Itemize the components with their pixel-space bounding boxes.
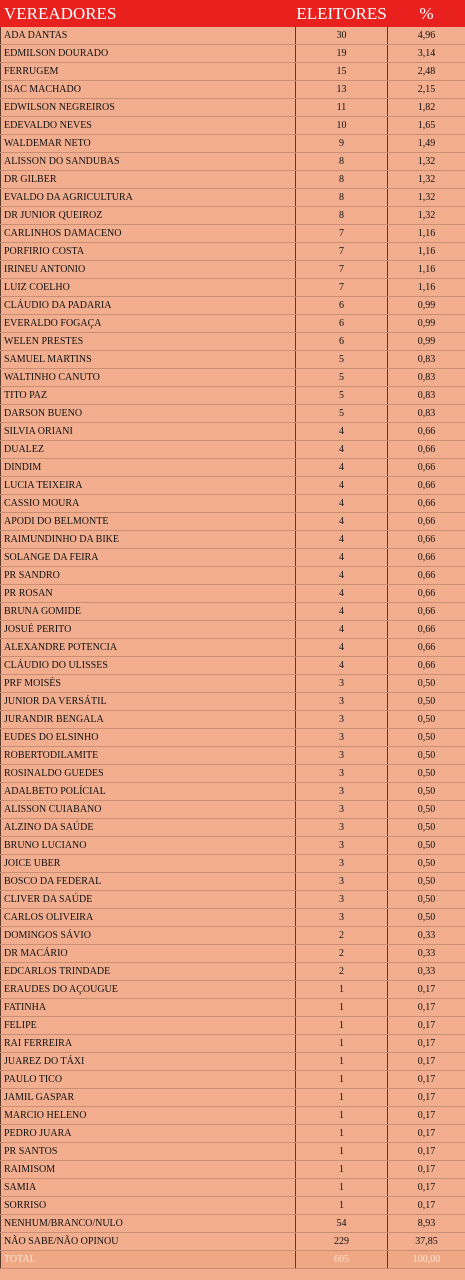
- table-row: [1, 657, 465, 675]
- table-row: [1, 999, 465, 1017]
- candidate-name: ISAC MACHADO: [1, 81, 296, 99]
- column-header-eleitores: ELEITORES: [296, 1, 388, 27]
- candidate-name: BOSCO DA FEDERAL: [1, 873, 296, 891]
- voter-count: 4: [296, 621, 388, 639]
- candidate-name: CASSIO MOURA: [1, 495, 296, 513]
- table-row: [1, 243, 465, 261]
- voter-count: 6: [296, 297, 388, 315]
- total-percent: 100,00: [388, 1251, 465, 1269]
- candidate-name: DINDIM: [1, 459, 296, 477]
- candidate-name: LUIZ COELHO: [1, 279, 296, 297]
- table-row: [1, 279, 465, 297]
- voter-count: 6: [296, 315, 388, 333]
- candidate-name: PORFIRIO COSTA: [1, 243, 296, 261]
- vote-percent: 4,96: [388, 27, 465, 45]
- vote-percent: 0,66: [388, 513, 465, 531]
- candidate-name: DOMINGOS SÁVIO: [1, 927, 296, 945]
- candidate-name: EDWILSON NEGREIROS: [1, 99, 296, 117]
- voter-count: 1: [296, 1017, 388, 1035]
- vote-percent: 0,50: [388, 873, 465, 891]
- voter-count: 3: [296, 909, 388, 927]
- candidate-name: MARCIO HELENO: [1, 1107, 296, 1125]
- voter-count: 4: [296, 603, 388, 621]
- candidate-name: WALTINHO CANUTO: [1, 369, 296, 387]
- vote-percent: 0,66: [388, 441, 465, 459]
- vote-percent: 1,82: [388, 99, 465, 117]
- candidate-name: PRF MOISÉS: [1, 675, 296, 693]
- vote-percent: 0,17: [388, 1053, 465, 1071]
- vote-percent: 0,66: [388, 567, 465, 585]
- table-row: [1, 189, 465, 207]
- candidate-name: BRUNA GOMIDE: [1, 603, 296, 621]
- vote-percent: 0,17: [388, 1143, 465, 1161]
- vote-percent: 0,99: [388, 333, 465, 351]
- table-row: [1, 1125, 465, 1143]
- voter-count: 3: [296, 783, 388, 801]
- voter-count: 4: [296, 441, 388, 459]
- vote-percent: 0,17: [388, 999, 465, 1017]
- table-row: [1, 1197, 465, 1215]
- voter-count: 4: [296, 585, 388, 603]
- candidate-name: JUAREZ DO TÁXI: [1, 1053, 296, 1071]
- vote-percent: 0,50: [388, 891, 465, 909]
- table-row: [1, 171, 465, 189]
- candidate-name: CLÁUDIO DA PADARIA: [1, 297, 296, 315]
- table-row: [1, 729, 465, 747]
- voter-count: 1: [296, 1161, 388, 1179]
- column-header-vereadores: VEREADORES: [1, 1, 296, 27]
- table-row: [1, 693, 465, 711]
- vote-percent: 0,17: [388, 1125, 465, 1143]
- candidate-name: SAMIA: [1, 1179, 296, 1197]
- vote-percent: 0,17: [388, 1161, 465, 1179]
- vote-percent: 0,50: [388, 909, 465, 927]
- vote-percent: 1,65: [388, 117, 465, 135]
- voter-count: 2: [296, 945, 388, 963]
- table-row: [1, 765, 465, 783]
- vote-percent: 1,32: [388, 153, 465, 171]
- candidate-name: APODI DO BELMONTE: [1, 513, 296, 531]
- voter-count: 3: [296, 819, 388, 837]
- voter-count: 229: [296, 1233, 388, 1251]
- table-row: [1, 513, 465, 531]
- vote-percent: 0,99: [388, 315, 465, 333]
- voter-count: 1: [296, 999, 388, 1017]
- table-row: [1, 1089, 465, 1107]
- voter-count: 3: [296, 747, 388, 765]
- table-row: [1, 585, 465, 603]
- candidate-name: LUCIA TEIXEIRA: [1, 477, 296, 495]
- table-row: [1, 837, 465, 855]
- table-row: [1, 675, 465, 693]
- vote-percent: 1,32: [388, 189, 465, 207]
- vote-percent: 0,50: [388, 765, 465, 783]
- vote-percent: 0,66: [388, 495, 465, 513]
- vote-percent: 0,17: [388, 1179, 465, 1197]
- voter-count: 1: [296, 1143, 388, 1161]
- candidate-name: JAMIL GASPAR: [1, 1089, 296, 1107]
- table-row: [1, 549, 465, 567]
- candidate-name: ROSINALDO GUEDES: [1, 765, 296, 783]
- table-row: [1, 387, 465, 405]
- candidate-name: PR ROSAN: [1, 585, 296, 603]
- vote-percent: 0,17: [388, 1035, 465, 1053]
- voter-count: 1: [296, 1053, 388, 1071]
- vote-percent: 0,50: [388, 855, 465, 873]
- table-row: [1, 531, 465, 549]
- table-row: [1, 1215, 465, 1233]
- voter-count: 30: [296, 27, 388, 45]
- voter-count: 1: [296, 981, 388, 999]
- vote-percent: 0,66: [388, 603, 465, 621]
- candidate-name: ADA DANTAS: [1, 27, 296, 45]
- candidate-name: CLIVER DA SAÚDE: [1, 891, 296, 909]
- voter-count: 8: [296, 189, 388, 207]
- vote-percent: 0,50: [388, 729, 465, 747]
- vote-percent: 1,16: [388, 261, 465, 279]
- table-row: [1, 621, 465, 639]
- table-row: [1, 27, 465, 45]
- voter-count: 3: [296, 891, 388, 909]
- candidate-name: RAI FERREIRA: [1, 1035, 296, 1053]
- voter-count: 4: [296, 459, 388, 477]
- vote-percent: 0,50: [388, 801, 465, 819]
- voter-count: 1: [296, 1071, 388, 1089]
- voter-count: 3: [296, 693, 388, 711]
- candidate-name: WALDEMAR NETO: [1, 135, 296, 153]
- candidate-name: FATINHA: [1, 999, 296, 1017]
- voter-count: 11: [296, 99, 388, 117]
- voter-count: 3: [296, 675, 388, 693]
- candidate-name: JOSUÉ PERITO: [1, 621, 296, 639]
- table-row: [1, 711, 465, 729]
- table-row: [1, 891, 465, 909]
- table-row: [1, 261, 465, 279]
- vote-percent: 2,15: [388, 81, 465, 99]
- voter-count: 8: [296, 207, 388, 225]
- voter-count: 3: [296, 873, 388, 891]
- candidate-name: FERRUGEM: [1, 63, 296, 81]
- table-row: [1, 45, 465, 63]
- vote-percent: 0,50: [388, 837, 465, 855]
- table-row: [1, 1161, 465, 1179]
- table-row: [1, 963, 465, 981]
- voter-count: 15: [296, 63, 388, 81]
- candidate-name: ERAUDES DO AÇOUGUE: [1, 981, 296, 999]
- vote-percent: 1,32: [388, 171, 465, 189]
- candidate-name: RAIMUNDINHO DA BIKE: [1, 531, 296, 549]
- vote-percent: 37,85: [388, 1233, 465, 1251]
- table-row: [1, 477, 465, 495]
- vote-percent: 0,50: [388, 711, 465, 729]
- header-row: [1, 1, 465, 27]
- candidate-name: SILVIA ORIANI: [1, 423, 296, 441]
- voter-count: 7: [296, 261, 388, 279]
- voter-count: 1: [296, 1197, 388, 1215]
- candidate-name: PAULO TICO: [1, 1071, 296, 1089]
- candidate-name: JUNIOR DA VERSÁTIL: [1, 693, 296, 711]
- voter-count: 4: [296, 423, 388, 441]
- vote-percent: 0,33: [388, 927, 465, 945]
- voter-count: 7: [296, 243, 388, 261]
- candidate-name: ALISSON DO SANDUBAS: [1, 153, 296, 171]
- candidate-name: DR MACÁRIO: [1, 945, 296, 963]
- table-row: [1, 63, 465, 81]
- total-label: TOTAL: [1, 1251, 296, 1269]
- candidate-name: EUDES DO ELSINHO: [1, 729, 296, 747]
- vote-percent: 0,66: [388, 657, 465, 675]
- total-votes: 605: [296, 1251, 388, 1269]
- candidate-name: EDCARLOS TRINDADE: [1, 963, 296, 981]
- table-row: [1, 351, 465, 369]
- vote-percent: 1,16: [388, 279, 465, 297]
- candidate-name: CLÁUDIO DO ULISSES: [1, 657, 296, 675]
- vote-percent: 0,17: [388, 1071, 465, 1089]
- vote-percent: 8,93: [388, 1215, 465, 1233]
- candidate-name: DR GILBER: [1, 171, 296, 189]
- vote-percent: 0,33: [388, 963, 465, 981]
- vote-percent: 0,83: [388, 387, 465, 405]
- candidate-name: EDEVALDO NEVES: [1, 117, 296, 135]
- candidate-name: SORRISO: [1, 1197, 296, 1215]
- column-header-percent: %: [388, 1, 465, 27]
- vote-percent: 0,50: [388, 783, 465, 801]
- vote-percent: 0,50: [388, 675, 465, 693]
- candidate-name: JURANDIR BENGALA: [1, 711, 296, 729]
- candidate-name: PR SANTOS: [1, 1143, 296, 1161]
- table-row: [1, 135, 465, 153]
- candidate-name: ALISSON CUIABANO: [1, 801, 296, 819]
- table-row: [1, 1107, 465, 1125]
- vote-percent: 0,33: [388, 945, 465, 963]
- voter-count: 7: [296, 279, 388, 297]
- vote-percent: 3,14: [388, 45, 465, 63]
- voter-count: 1: [296, 1125, 388, 1143]
- voter-count: 13: [296, 81, 388, 99]
- vote-percent: 0,83: [388, 351, 465, 369]
- vote-percent: 0,83: [388, 405, 465, 423]
- table-row: [1, 873, 465, 891]
- vote-percent: 0,50: [388, 819, 465, 837]
- candidate-name: SOLANGE DA FEIRA: [1, 549, 296, 567]
- voter-count: 3: [296, 729, 388, 747]
- table-row: [1, 927, 465, 945]
- table-row: [1, 99, 465, 117]
- table-row: [1, 441, 465, 459]
- voter-count: 4: [296, 549, 388, 567]
- candidate-name: SAMUEL MARTINS: [1, 351, 296, 369]
- candidate-name: NÃO SABE/NÃO OPINOU: [1, 1233, 296, 1251]
- table-row: [1, 909, 465, 927]
- candidate-name: JOICE UBER: [1, 855, 296, 873]
- voter-count: 1: [296, 1179, 388, 1197]
- candidate-name: ROBERTODILAMITE: [1, 747, 296, 765]
- table-row: [1, 405, 465, 423]
- table-row: [1, 1035, 465, 1053]
- table-row: [1, 747, 465, 765]
- table-row: [1, 981, 465, 999]
- candidate-name: DR JUNIOR QUEIROZ: [1, 207, 296, 225]
- vote-percent: 2,48: [388, 63, 465, 81]
- vote-percent: 0,17: [388, 1197, 465, 1215]
- table-row: [1, 315, 465, 333]
- candidate-name: FELIPE: [1, 1017, 296, 1035]
- voter-count: 8: [296, 153, 388, 171]
- voter-count: 3: [296, 801, 388, 819]
- table-row: [1, 297, 465, 315]
- candidate-name: TITO PAZ: [1, 387, 296, 405]
- candidate-name: EDMILSON DOURADO: [1, 45, 296, 63]
- voter-count: 5: [296, 351, 388, 369]
- voter-count: 1: [296, 1107, 388, 1125]
- voter-count: 5: [296, 369, 388, 387]
- table-row: [1, 459, 465, 477]
- voter-count: 3: [296, 837, 388, 855]
- vote-percent: 0,17: [388, 1089, 465, 1107]
- vote-percent: 1,16: [388, 225, 465, 243]
- table-row: [1, 369, 465, 387]
- table-row: [1, 81, 465, 99]
- candidate-name: NENHUM/BRANCO/NULO: [1, 1215, 296, 1233]
- table-row: [1, 333, 465, 351]
- table-row: [1, 603, 465, 621]
- candidate-name: CARLOS OLIVEIRA: [1, 909, 296, 927]
- candidate-name: BRUNO LUCIANO: [1, 837, 296, 855]
- table-row: [1, 1017, 465, 1035]
- table-row: [1, 945, 465, 963]
- vote-percent: 0,17: [388, 981, 465, 999]
- table-row: [1, 1053, 465, 1071]
- table-row: [1, 207, 465, 225]
- table-row: [1, 1071, 465, 1089]
- candidate-name: CARLINHOS DAMACENO: [1, 225, 296, 243]
- candidate-name: EVERALDO FOGAÇA: [1, 315, 296, 333]
- vote-percent: 0,66: [388, 531, 465, 549]
- vote-percent: 0,66: [388, 621, 465, 639]
- table-row: [1, 819, 465, 837]
- table-row: [1, 423, 465, 441]
- vote-percent: 0,66: [388, 423, 465, 441]
- candidate-name: ADALBETO POLÍCIAL: [1, 783, 296, 801]
- voter-count: 4: [296, 495, 388, 513]
- voter-count: 3: [296, 711, 388, 729]
- vote-percent: 1,16: [388, 243, 465, 261]
- table-row: [1, 855, 465, 873]
- table-row: [1, 225, 465, 243]
- vote-percent: 1,32: [388, 207, 465, 225]
- candidate-name: PR SANDRO: [1, 567, 296, 585]
- voter-count: 3: [296, 855, 388, 873]
- vote-percent: 0,50: [388, 747, 465, 765]
- voter-count: 2: [296, 963, 388, 981]
- voter-count: 4: [296, 531, 388, 549]
- voter-count: 5: [296, 405, 388, 423]
- voter-count: 3: [296, 765, 388, 783]
- voter-count: 8: [296, 171, 388, 189]
- total-row: [1, 1251, 465, 1269]
- vote-percent: 0,83: [388, 369, 465, 387]
- candidate-name: DUALEZ: [1, 441, 296, 459]
- candidate-name: WELEN PRESTES: [1, 333, 296, 351]
- voter-count: 4: [296, 477, 388, 495]
- vote-percent: 0,66: [388, 459, 465, 477]
- voter-count: 4: [296, 639, 388, 657]
- vote-percent: 0,66: [388, 639, 465, 657]
- table-row: [1, 1143, 465, 1161]
- candidate-name: PEDRO JUARA: [1, 1125, 296, 1143]
- voter-count: 7: [296, 225, 388, 243]
- vote-percent: 1,49: [388, 135, 465, 153]
- candidate-name: ALEXANDRE POTENCIA: [1, 639, 296, 657]
- table-row: [1, 1179, 465, 1197]
- voter-count: 4: [296, 513, 388, 531]
- voter-count: 1: [296, 1089, 388, 1107]
- vote-percent: 0,66: [388, 549, 465, 567]
- vote-percent: 0,50: [388, 693, 465, 711]
- voter-count: 19: [296, 45, 388, 63]
- vote-percent: 0,66: [388, 477, 465, 495]
- vote-percent: 0,99: [388, 297, 465, 315]
- candidate-name: RAIMISOM: [1, 1161, 296, 1179]
- voter-count: 2: [296, 927, 388, 945]
- table-row: [1, 801, 465, 819]
- vote-percent: 0,17: [388, 1017, 465, 1035]
- voter-count: 54: [296, 1215, 388, 1233]
- voter-count: 1: [296, 1035, 388, 1053]
- table-row: [1, 783, 465, 801]
- table-row: [1, 153, 465, 171]
- voter-count: 9: [296, 135, 388, 153]
- table-row: [1, 639, 465, 657]
- voter-count: 4: [296, 567, 388, 585]
- table-row: [1, 567, 465, 585]
- voter-count: 10: [296, 117, 388, 135]
- voter-count: 4: [296, 657, 388, 675]
- candidate-name: DARSON BUENO: [1, 405, 296, 423]
- candidate-name: IRINEU ANTONIO: [1, 261, 296, 279]
- table-row: [1, 117, 465, 135]
- vote-percent: 0,66: [388, 585, 465, 603]
- candidate-name: ALZINO DA SAÚDE: [1, 819, 296, 837]
- voter-count: 6: [296, 333, 388, 351]
- vote-percent: 0,17: [388, 1107, 465, 1125]
- table-row: [1, 495, 465, 513]
- table-row: [1, 1233, 465, 1251]
- candidate-name: EVALDO DA AGRICULTURA: [1, 189, 296, 207]
- voter-count: 5: [296, 387, 388, 405]
